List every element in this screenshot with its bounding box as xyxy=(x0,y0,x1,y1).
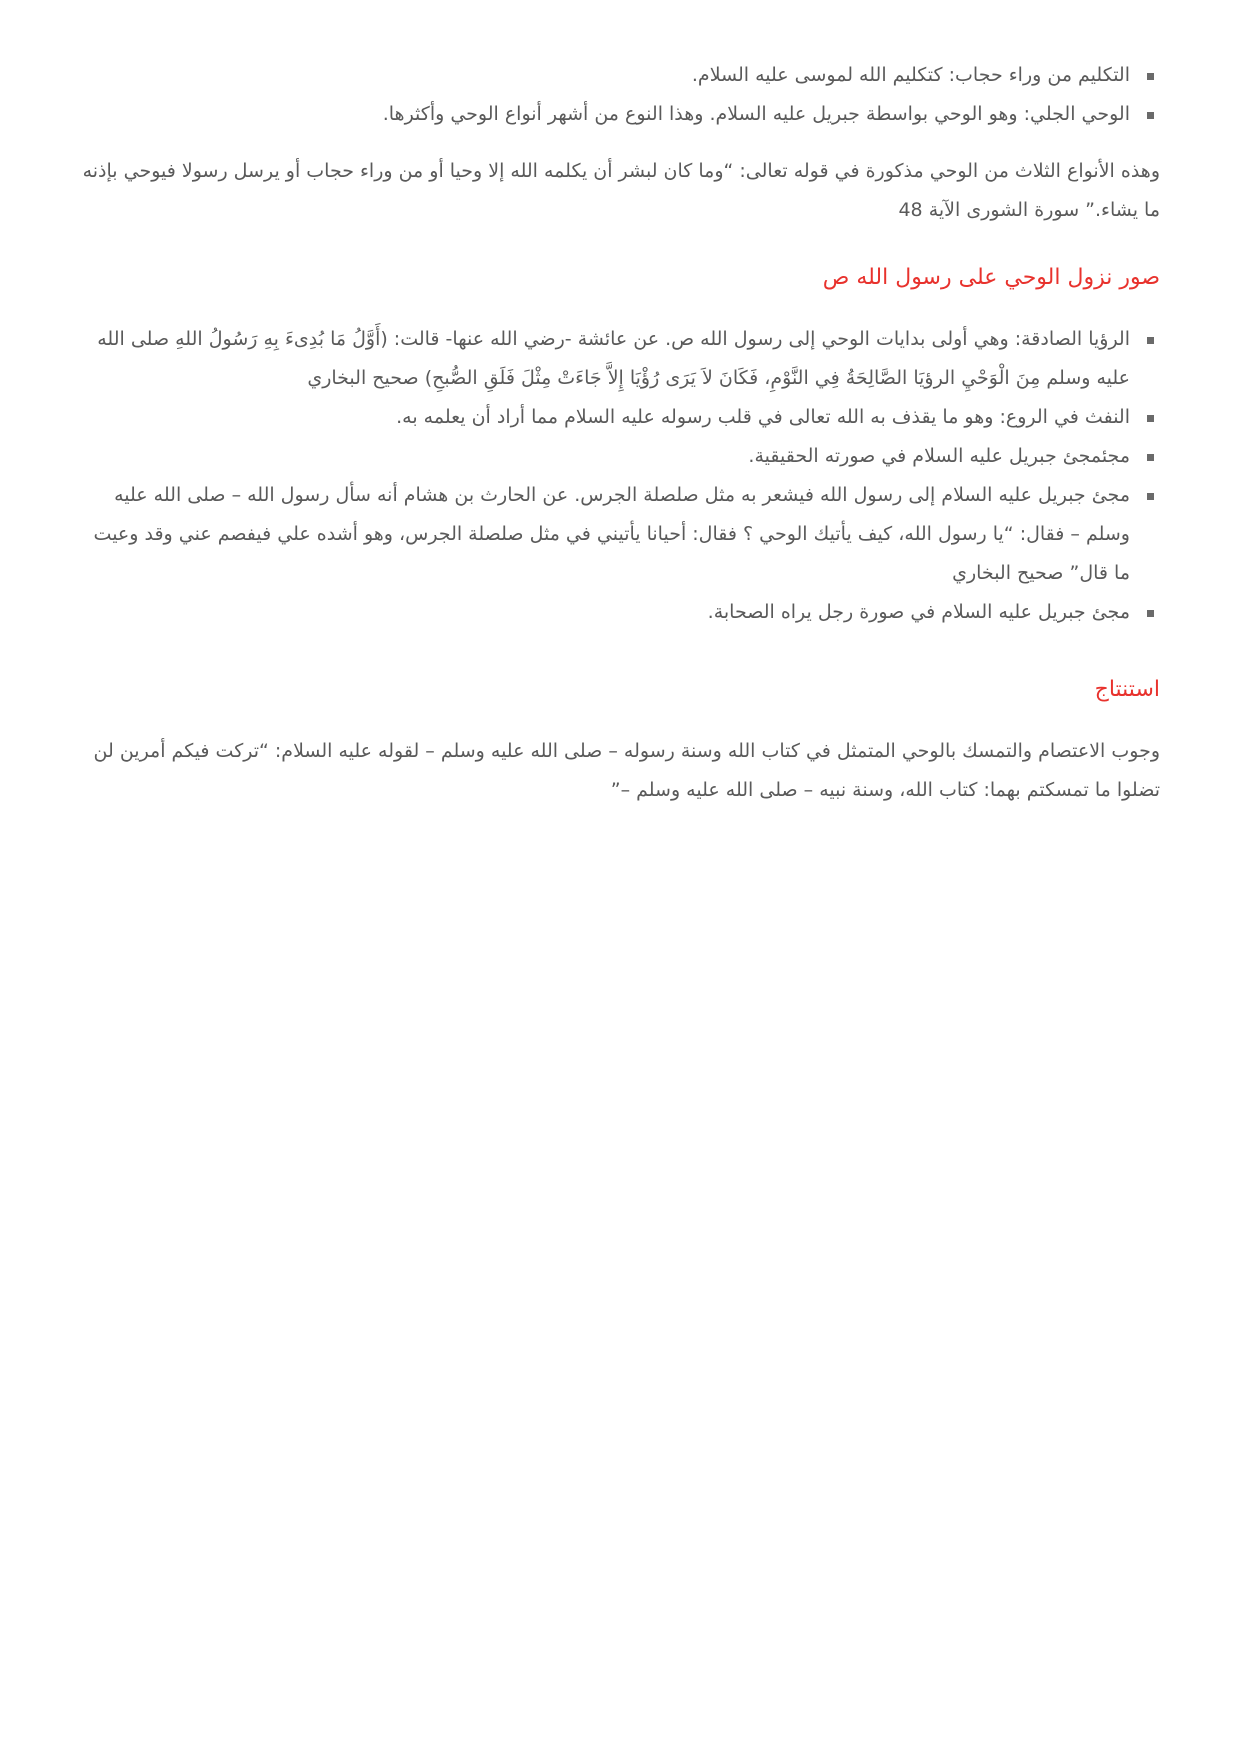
list-item-text: الوحي الجلي: وهو الوحي بواسطة جبريل عليه السلام. وهذا النوع من أشهر أنواع الوحي وأكثرها. xyxy=(382,103,1130,125)
list-item xyxy=(80,320,1130,398)
square-bullet-icon xyxy=(1147,337,1154,344)
list-item-text: مجئ جبريل عليه السلام في صورة رجل يراه الصحابة. xyxy=(707,601,1130,623)
list-item-text: مجئ جبريل عليه السلام إلى رسول الله فيشعر به مثل صلصلة الجرس. عن الحارث بن هشام أنه سأل رسول الله – صلى الله عليه وسلم – فقال: “يا رسول الله، كيف يأتيك الوحي ؟ فقال: أحيانا يأتيني في مثل صلصلة الجرس، وهو أشده علي فيفصم عني وقد وعيت ما قال” صحيح البخاري xyxy=(93,484,1130,584)
list-item xyxy=(80,56,1130,95)
list-item xyxy=(80,95,1130,134)
article-content xyxy=(80,56,1160,810)
paragraph-quran-verse: وهذه الأنواع الثلاث من الوحي مذكورة في قوله تعالى: “وما كان لبشر أن يكلمه الله إلا وحيا أو من وراء حجاب أو يرسل رسولا فيوحي بإذنه ما يشاء.” سورة الشورى الآية 48 xyxy=(82,160,1160,221)
list-item-text: التكليم من وراء حجاب: كتكليم الله لموسى عليه السلام. xyxy=(691,64,1130,86)
section-heading-revelation-forms: صور نزول الوحي على رسول الله ص xyxy=(822,265,1160,290)
revelation-types-list xyxy=(80,56,1160,134)
section-heading-conclusion: استنتاج xyxy=(1094,677,1160,702)
square-bullet-icon xyxy=(1147,415,1154,422)
list-item xyxy=(80,437,1130,476)
square-bullet-icon xyxy=(1147,112,1154,119)
square-bullet-icon xyxy=(1147,610,1154,617)
list-item xyxy=(80,398,1130,437)
list-item-text: الرؤيا الصادقة: وهي أولى بدايات الوحي إلى رسول الله ص. عن عائشة -رضي الله عنها- قالت: (أَوَّلُ مَا بُدِىءَ بِهِ رَسُولُ اللهِ صلى الله عليه وسلم مِنَ الْوَحْيِ الرؤيَا الصَّالِحَةُ فِي النَّوْمِ، فَكَانَ لاَ يَرَى رُؤْيَا إِلاَّ جَاءَتْ مِثْلَ فَلَقِ الصُّبحِ) صحيح البخاري xyxy=(97,328,1130,389)
square-bullet-icon xyxy=(1147,73,1154,80)
paragraph-conclusion: وجوب الاعتصام والتمسك بالوحي المتمثل في كتاب الله وسنة رسوله – صلى الله عليه وسلم – لقوله عليه السلام: “تركت فيكم أمرين لن تضلوا ما تمسكتم بهما: كتاب الله، وسنة نبيه – صلى الله عليه وسلم –” xyxy=(93,740,1160,801)
revelation-forms-list xyxy=(80,320,1160,632)
square-bullet-icon xyxy=(1147,493,1154,500)
list-item-text: النفث في الروع: وهو ما يقذف به الله تعالى في قلب رسوله عليه السلام مما أراد أن يعلمه به. xyxy=(396,406,1130,428)
list-item-text: مجئمجئ جبريل عليه السلام في صورته الحقيقية. xyxy=(748,445,1130,467)
square-bullet-icon xyxy=(1147,454,1154,461)
list-item xyxy=(80,593,1130,632)
list-item xyxy=(80,476,1130,593)
